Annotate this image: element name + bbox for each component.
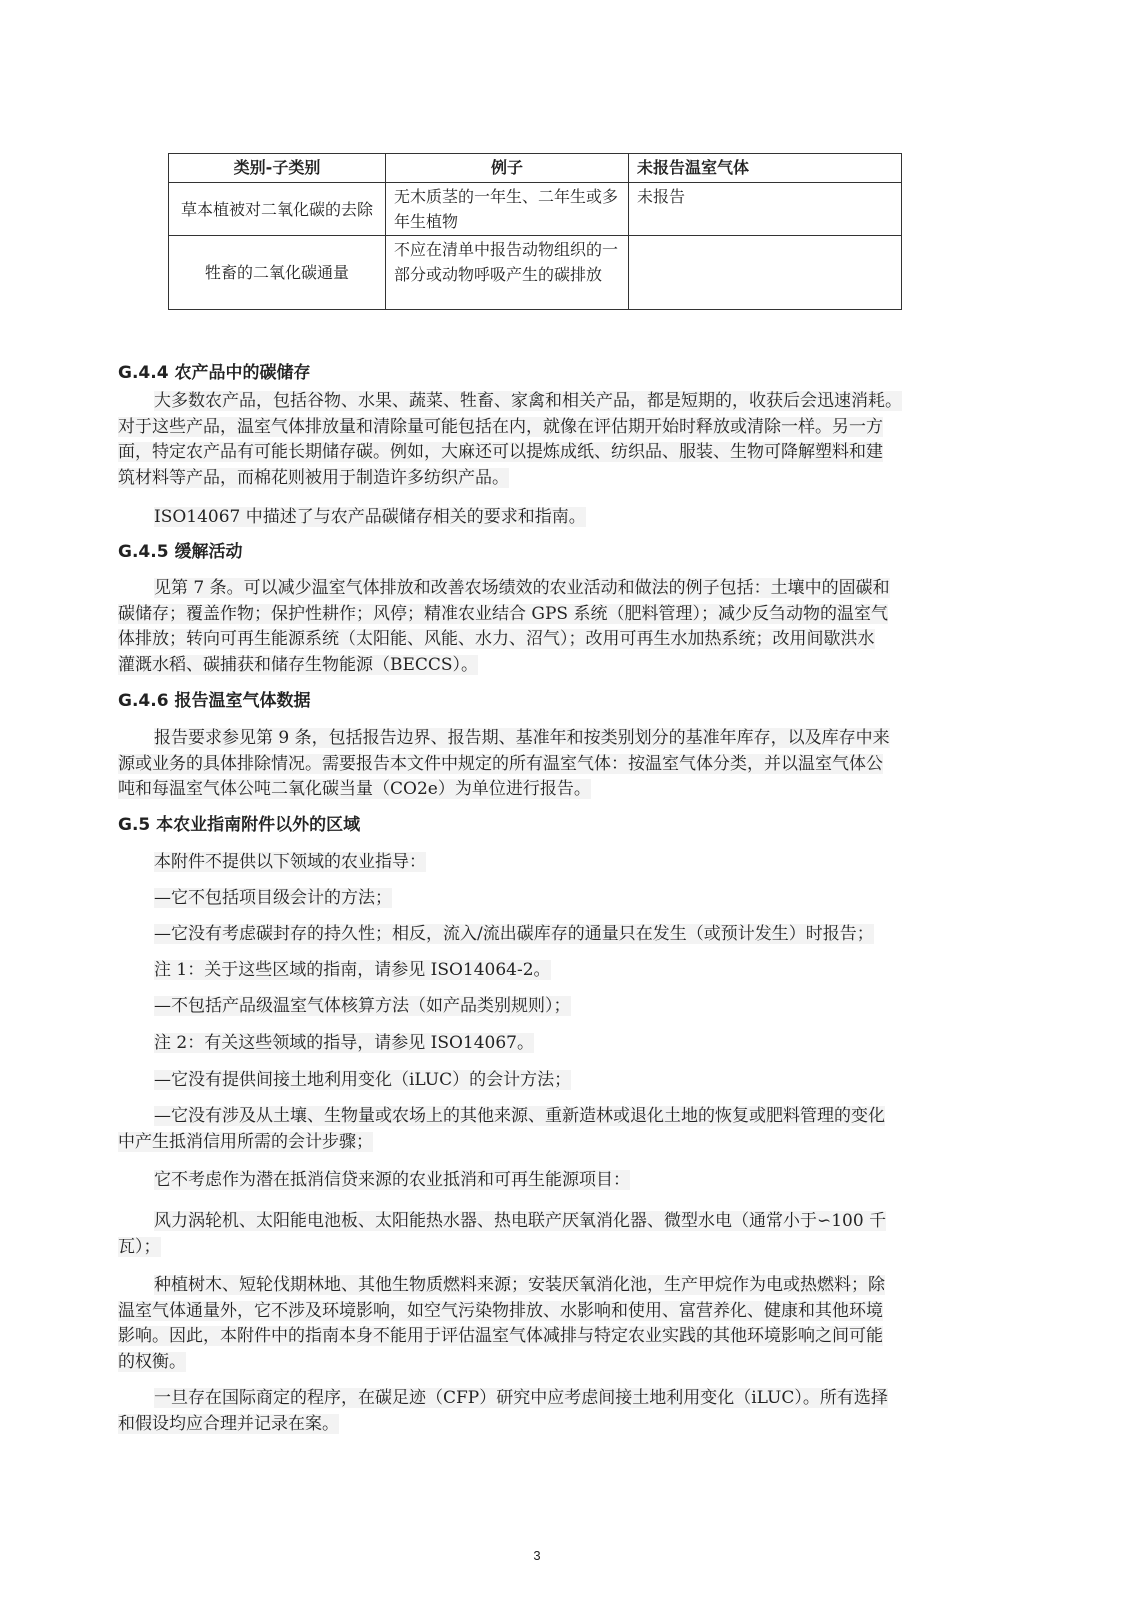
cell-example: 无木质茎的一年生、二年生或多年生植物	[386, 183, 629, 236]
table-header-row	[169, 154, 902, 183]
text-line: 注 1：关于这些区域的指南，请参见 ISO14064-2。	[154, 960, 551, 980]
text-line: —它不包括项目级会计的方法；	[154, 888, 392, 908]
line	[118, 886, 998, 912]
paragraph	[118, 1104, 998, 1155]
line	[118, 1168, 998, 1194]
text-line: 吨和每温室气体公吨二氧化碳当量（CO2e）为单位进行报告。	[118, 779, 591, 800]
header-category: 类别-子类别	[169, 154, 386, 183]
paragraph	[118, 1168, 998, 1194]
paragraph	[118, 726, 998, 803]
line	[118, 1104, 998, 1130]
text-line: 的权衡。	[118, 1352, 186, 1373]
text-line: 源或业务的具体排除情况。需要报告本文件中规定的所有温室气体：按温室气体分类，并以温室气体公	[118, 753, 883, 774]
line	[118, 813, 998, 839]
paragraph	[118, 1273, 998, 1376]
line	[118, 653, 998, 679]
text-line: 本附件不提供以下领域的农业指导：	[154, 852, 426, 872]
section-heading	[118, 813, 998, 839]
line	[118, 602, 998, 628]
cell-category: 牲畜的二氧化碳通量	[169, 236, 386, 310]
page-number: 3	[533, 1548, 541, 1563]
paragraph	[118, 958, 998, 984]
text-line: 一旦存在国际商定的程序，在碳足迹（CFP）研究中应考虑间接土地利用变化（iLUC）。所有选择	[154, 1388, 888, 1408]
line	[118, 752, 998, 778]
text-line: 风力涡轮机、太阳能电池板、太阳能热水器、热电联产厌氧消化器、微型水电（通常小于∽100 千	[154, 1211, 887, 1231]
line	[118, 627, 998, 653]
table-row	[169, 236, 902, 310]
paragraph	[118, 1209, 998, 1260]
line	[118, 576, 998, 602]
text-line: G.5 本农业指南附件以外的区域	[118, 815, 361, 835]
text-line: —它没有提供间接土地利用变化（iLUC）的会计方法；	[154, 1070, 572, 1090]
line	[118, 1412, 998, 1438]
line	[118, 922, 998, 948]
text-line: 报告要求参见第 9 条，包括报告边界、报告期、基准年和按类别划分的基准年库存，以及库存中来	[154, 728, 890, 748]
text-line: ISO14067 中描述了与农产品碳储存相关的要求和指南。	[154, 507, 586, 527]
section-heading	[118, 689, 998, 715]
text-line: —它没有涉及从土壤、生物量或农场上的其他来源、重新造林或退化土地的恢复或肥料管理的变化	[154, 1106, 885, 1126]
text-line: 影响。因此，本附件中的指南本身不能用于评估温室气体减排与特定农业实践的其他环境影响之间可能	[118, 1326, 883, 1347]
text-line: 对于这些产品，温室气体排放量和清除量可能包括在内，就像在评估期开始时释放或清除一样。另一方	[118, 416, 883, 437]
header-example: 例子	[386, 154, 629, 183]
line	[118, 1350, 998, 1376]
paragraph	[118, 1386, 998, 1437]
section-heading	[118, 540, 998, 566]
text-line: 注 2：有关这些领域的指导，请参见 ISO14067。	[154, 1033, 535, 1053]
line	[118, 1386, 998, 1412]
text-line: 瓦）；	[118, 1236, 161, 1257]
text-line: 面，特定农产品有可能长期储存碳。例如，大麻还可以提炼成纸、纺织品、服装、生物可降解塑料和建	[118, 442, 883, 463]
paragraph	[118, 576, 998, 679]
paragraph	[118, 1068, 998, 1094]
line	[118, 505, 998, 531]
line	[118, 777, 998, 803]
line	[118, 1235, 998, 1261]
line	[118, 994, 998, 1020]
table-row	[169, 183, 902, 236]
paragraph	[118, 886, 998, 912]
line	[118, 1273, 998, 1299]
cell-unreported	[629, 236, 902, 310]
text-line: G.4.5 缓解活动	[118, 542, 243, 562]
line	[118, 726, 998, 752]
line	[118, 1209, 998, 1235]
text-line: 大多数农产品，包括谷物、水果、蔬菜、牲畜、家禽和相关产品，都是短期的，收获后会迅速消耗。	[154, 391, 902, 411]
line	[118, 850, 998, 876]
line	[118, 389, 998, 415]
text-line: 体排放；转向可再生能源系统（太阳能、风能、水力、沼气）；改用可再生水加热系统；改用间歇洪水	[118, 629, 875, 650]
cell-example: 不应在清单中报告动物组织的一部分或动物呼吸产生的碳排放	[386, 236, 629, 310]
paragraph	[118, 505, 998, 531]
ghg-category-table	[168, 153, 902, 310]
paragraph	[118, 1031, 998, 1057]
cell-category: 草本植被对二氧化碳的去除	[169, 183, 386, 236]
cell-unreported: 未报告	[629, 183, 902, 236]
text-line: 筑材料等产品，而棉花则被用于制造许多纺织产品。	[118, 468, 509, 489]
text-line: G.4.6 报告温室气体数据	[118, 691, 311, 711]
text-line: 见第 7 条。可以减少温室气体排放和改善农场绩效的农业活动和做法的例子包括：土壤中的固碳和	[154, 578, 890, 598]
line	[118, 689, 998, 715]
text-line: 和假设均应合理并记录在案。	[118, 1413, 339, 1434]
text-line: 碳储存；覆盖作物；保护性耕作；风停；精准农业结合 GPS 系统（肥料管理）；减少反刍动物的温室气	[118, 603, 888, 624]
line	[118, 1130, 998, 1156]
section-heading	[118, 361, 998, 387]
text-line: G.4.4 农产品中的碳储存	[118, 363, 311, 383]
line	[118, 466, 998, 492]
line	[118, 1031, 998, 1057]
line	[118, 1324, 998, 1350]
line	[118, 958, 998, 984]
paragraph	[118, 850, 998, 876]
line	[118, 1068, 998, 1094]
paragraph	[118, 994, 998, 1020]
header-unreported-ghg: 未报告温室气体	[629, 154, 902, 183]
line	[118, 415, 998, 441]
line	[118, 361, 998, 387]
line	[118, 440, 998, 466]
text-line: 中产生抵消信用所需的会计步骤；	[118, 1131, 373, 1152]
text-line: 种植树木、短轮伐期林地、其他生物质燃料来源；安装厌氧消化池，生产甲烷作为电或热燃料；除	[154, 1275, 885, 1295]
text-line: 灌溉水稻、碳捕获和储存生物能源（BECCS）。	[118, 655, 479, 676]
paragraph	[118, 389, 998, 492]
text-line: 它不考虑作为潜在抵消信贷来源的农业抵消和可再生能源项目：	[154, 1170, 630, 1190]
text-line: —不包括产品级温室气体核算方法（如产品类别规则）；	[154, 996, 571, 1016]
paragraph	[118, 922, 998, 948]
text-line: 温室气体通量外，它不涉及环境影响，如空气污染物排放、水影响和使用、富营养化、健康和其他环境	[118, 1300, 883, 1321]
line	[118, 540, 998, 566]
text-line: —它没有考虑碳封存的持久性；相反，流入/流出碳库存的通量只在发生（或预计发生）时报告；	[154, 924, 874, 944]
line	[118, 1299, 998, 1325]
